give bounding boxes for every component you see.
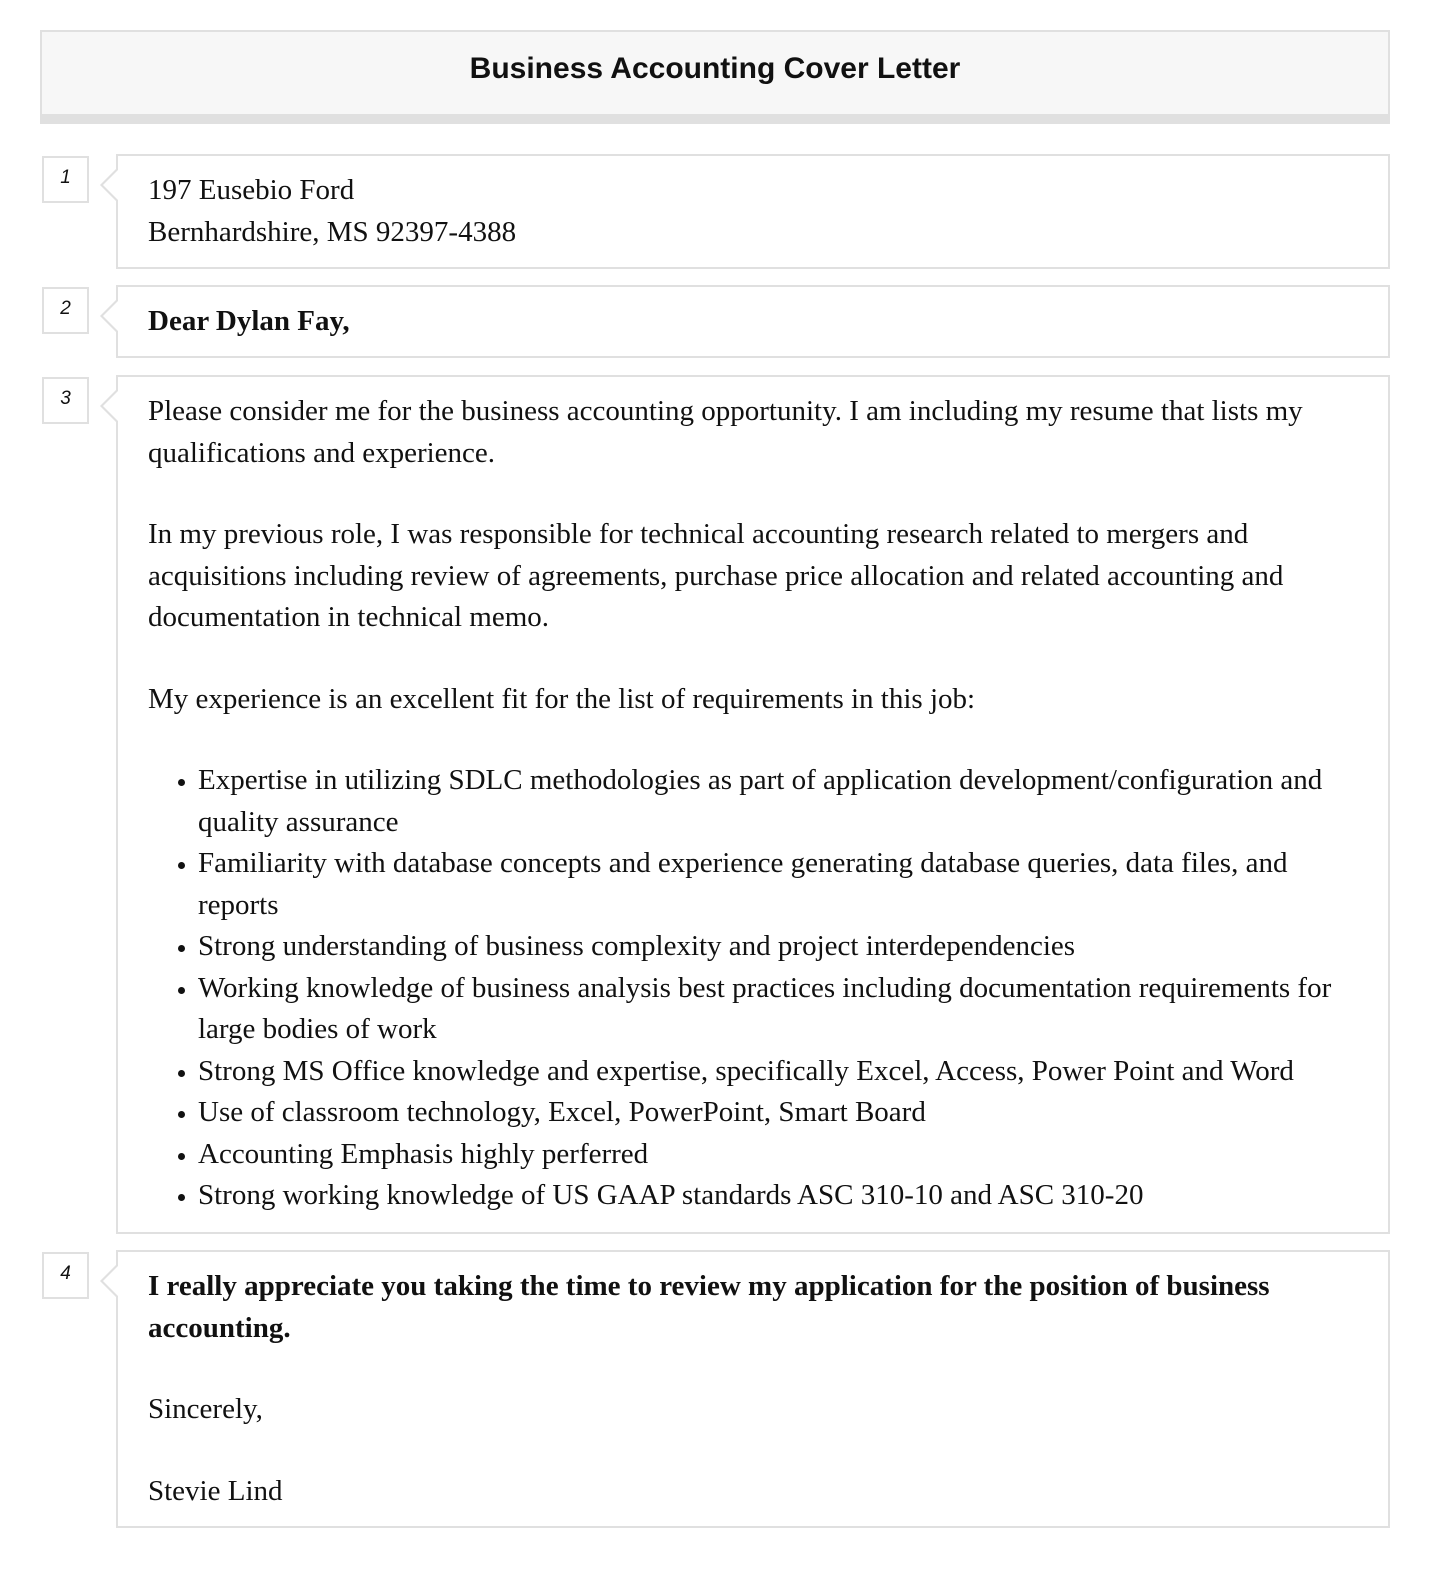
section-number: 1	[42, 156, 89, 203]
salutation-panel	[116, 285, 1390, 358]
intro-paragraph: Please consider me for the business accounting opportunity. I am including my resume that lists my qualifications and experience.	[148, 395, 1303, 469]
list-item: • Strong MS Office knowledge and expertise, specifically Excel, Access, Power Point and Word	[198, 1051, 1358, 1093]
section-number: 3	[42, 377, 89, 424]
list-item: • Use of classroom technology, Excel, PowerPoint, Smart Board	[198, 1092, 1358, 1134]
closing-statement: I really appreciate you taking the time to review my application for the position of business accounting.	[148, 1270, 1270, 1344]
address-line-1: 197 Eusebio Ford	[148, 174, 355, 206]
list-item: • Strong understanding of business complexity and project interdependencies	[198, 926, 1358, 968]
closing-panel	[116, 1250, 1390, 1528]
signature: Stevie Lind	[148, 1474, 283, 1507]
page-title: Business Accounting Cover Letter	[469, 52, 961, 85]
section-number: 4	[42, 1252, 89, 1299]
address-line-2: Bernhardshire, MS 92397-4388	[148, 215, 517, 248]
address-panel	[116, 154, 1390, 269]
salutation: Dear Dylan Fay,	[148, 305, 350, 337]
body-panel	[116, 375, 1390, 1234]
list-item: • Accounting Emphasis highly perferred	[198, 1134, 1358, 1176]
experience-paragraph: In my previous role, I was responsible for technical accounting research related to mergers and acquisitions including review of agreements, purchase price allocation and related accounting and documentation in technical memo.	[148, 518, 1284, 633]
valediction: Sincerely,	[148, 1393, 263, 1425]
requirements-intro: My experience is an excellent fit for the list of requirements in this job:	[148, 682, 976, 715]
requirements-list	[198, 760, 1358, 1217]
list-item: • Familiarity with database concepts and experience generating database queries, data files, and reports	[198, 843, 1358, 926]
section-number: 2	[42, 287, 89, 334]
list-item: • Strong working knowledge of US GAAP standards ASC 310-10 and ASC 310-20	[198, 1175, 1358, 1217]
title-bar	[40, 30, 1390, 124]
list-item: • Working knowledge of business analysis best practices including documentation requirements for large bodies of work	[198, 968, 1358, 1051]
list-item: • Expertise in utilizing SDLC methodologies as part of application development/configuration and quality assurance	[198, 760, 1358, 843]
